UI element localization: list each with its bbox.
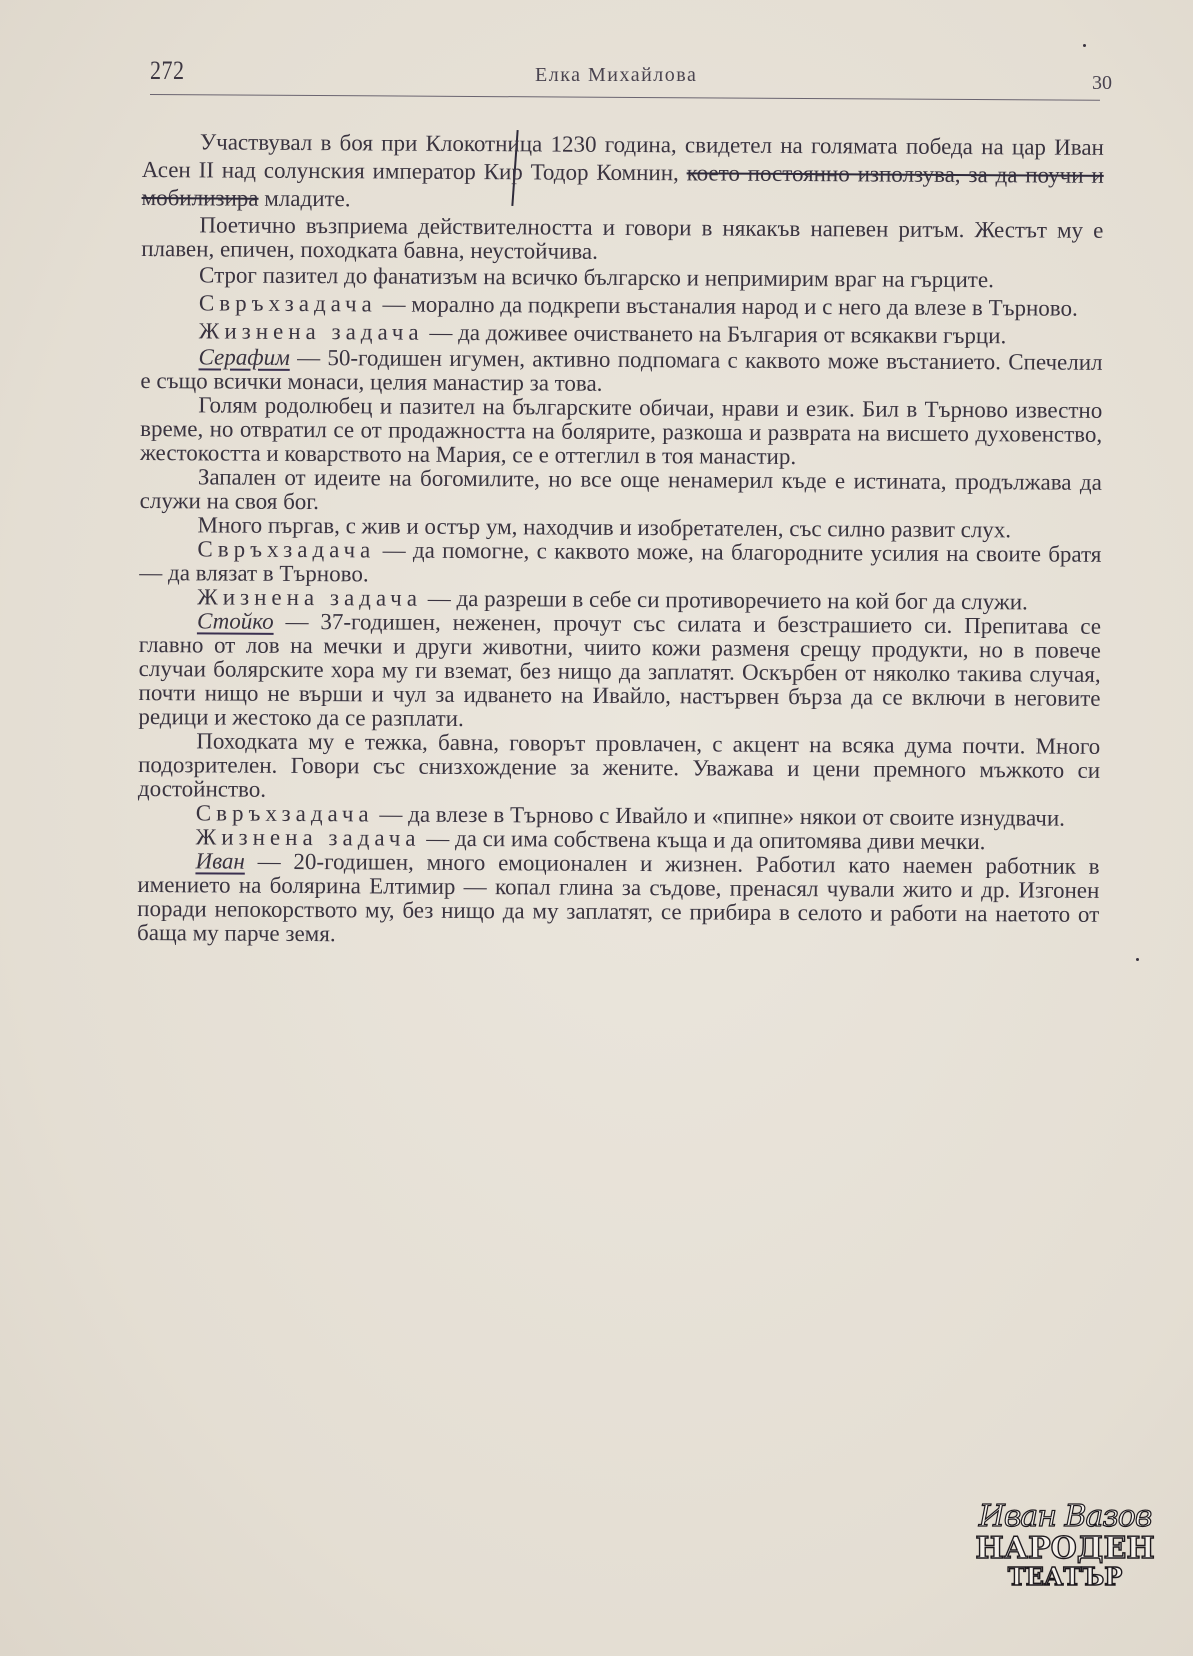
character-name: Иван <box>195 848 245 874</box>
struck-text: което постоянно използува, за да поучи и мобилизира <box>141 160 1104 212</box>
paragraph-text: — да доживее очистването на България от всякакви гърци. <box>423 319 1007 349</box>
paragraph-text: — 20-годишен, много емоционален и жизнен. Работил като наемен работник в имението на болярина Елтимир — копал глина за съдове, пренасял чували жито и др. Изгонен поради непокорството му, без нищо да му заплатят, се прибира в селото и работи на наетото от баща му парче земя. <box>137 848 1100 947</box>
paragraph <box>140 393 1102 471</box>
paragraph-text: Походката му е тежка, бавна, говорът провлачен, с акцент на всяка дума почти. Много подозрителен. Говори със снизхождение за жените. Уважава и цени премного мъжкото си достойнство. <box>137 728 1101 802</box>
logo-script: Иван Вазов <box>978 1499 1152 1534</box>
paragraph-text: Запален от идеите на богомилите, но все още ненамерил къде е истината, продължава да служи на своя бог. <box>139 464 1102 515</box>
spaced-heading: Свръхзадача <box>198 290 377 317</box>
body-text <box>137 128 1104 951</box>
spaced-heading: Свръхзадача <box>197 536 376 563</box>
paragraph <box>138 609 1101 735</box>
page-header <box>150 56 1110 100</box>
paragraph-text: — морално да подкрепи въстаналия народ и с него да влезе в Търново. <box>376 291 1078 321</box>
paragraph <box>137 849 1100 951</box>
national-theatre-logo <box>975 1500 1155 1610</box>
paragraph <box>140 465 1102 519</box>
paragraph-text: — 50-годишен игумен, активно подпомага с каквото може въстанието. Спечелил е също всички монаси, целия манастир за това. <box>140 345 1103 397</box>
paragraph-text: Поетично възприема действителността и говори в някакъв напевен ритъм. Жестът му е плавен, епичен, походката бавна, неустойчива. <box>141 211 1104 264</box>
paragraph-text: — 37-годишен, неженен, прочут със силата и безстрашието си. Препитава се главно от лов на мечки и други животни, чиито кожи разменя срещу продукти, но в повече случаи болярските хора му ги вземат, без нищо да заплатят. Оскърбен от няколко такива случая, почти нищо не върши и чул за идването на Ивайло, настървен бърза да се включи в неговите редици и жестоко да се разплати. <box>138 609 1102 732</box>
paragraph-text: — да влезе в Търново с Ивайло и «пипне» някои от своите изнудвачи. <box>373 801 1066 831</box>
scan-speck <box>1083 44 1086 47</box>
paragraph <box>140 345 1102 399</box>
paragraph <box>139 537 1101 591</box>
character-name: Стойко <box>196 608 274 635</box>
paragraph <box>141 128 1103 218</box>
paragraph <box>138 729 1100 807</box>
paragraph-text: — да разреши в себе си противоречието на кой бог да служи. <box>421 585 1028 615</box>
spaced-heading: Свръхзадача <box>195 800 374 827</box>
logo-line-2: ТЕАТЪР <box>1007 1562 1123 1591</box>
running-head-author: Елка Михайлова <box>535 64 698 86</box>
scan-speck <box>1136 958 1139 961</box>
spaced-heading: Жизнена задача <box>195 824 421 851</box>
paragraph-text: — да помогне, с каквото може, на благородните усилия на своите братя — да влязат в Търново. <box>139 537 1102 587</box>
character-name: Серафим <box>198 344 290 371</box>
paragraph <box>141 213 1103 267</box>
paragraph-text: Участвувал в боя при Клокотница 1230 година, свидетел на голямата победа на цар Иван Асен II над солунския император Кир Тодор Комнин, <box>141 129 1104 186</box>
paragraph-text: — да си има собствена къща и да опитомява диви мечки. <box>420 825 986 855</box>
paragraph-text: Голям родолюбец и пазител на българските обичаи, нрави и език. Бил в Търново известно време, но отвратил се от продажността на болярите, разкоша и разврата на висшето духовенство, жестокостта и коварството на Мария, се е оттеглил в тоя манастир. <box>139 392 1103 470</box>
page-number: 272 <box>150 56 185 85</box>
paragraph-text: Много пъргав, с жив и остър ум, находчив и изобретателен, със силно развит слух. <box>197 512 1012 543</box>
spaced-heading: Жизнена задача <box>197 584 423 611</box>
folio-mark: 30 <box>1092 72 1112 94</box>
logo-line-1: НАРОДЕН <box>975 1531 1155 1566</box>
paragraph-text: Строг пазител до фанатизъм на всичко българско и непримирим враг на гърците. <box>199 261 994 292</box>
paragraph-tail: младите. <box>258 186 351 212</box>
spaced-heading: Жизнена задача <box>198 318 424 345</box>
